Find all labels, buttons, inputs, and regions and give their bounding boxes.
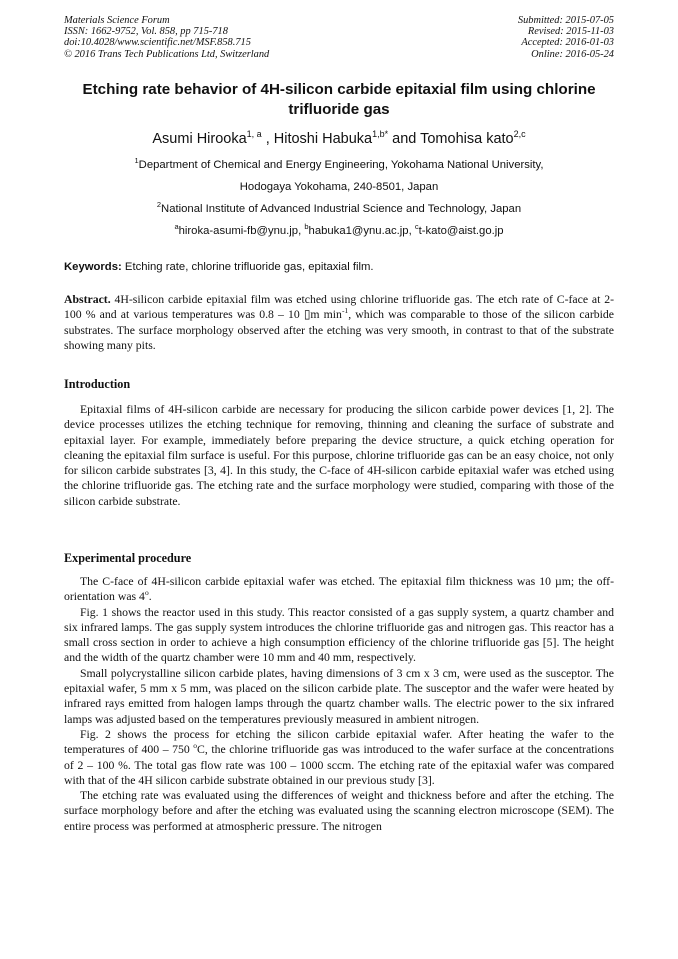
author-name: Tomohisa kato	[420, 131, 514, 147]
keywords-text: Etching rate, chlorine trifluoride gas, epitaxial film.	[124, 261, 374, 273]
doi-line[interactable]: doi:10.4028/www.scientific.net/MSF.858.715	[64, 37, 251, 49]
issn-line: ISSN: 1662-9752, Vol. 858, pp 715-718	[64, 26, 228, 38]
paper-title: Etching rate behavior of 4H-silicon carbide epitaxial film using chlorine trifluoride gas	[82, 81, 596, 118]
accepted-date: Accepted: 2016-01-03	[521, 37, 614, 49]
affiliation-1-address: Hodogaya Yokohama, 240-8501, Japan	[239, 181, 439, 193]
author-affil-sup: 1, a	[246, 129, 262, 139]
submitted-date: Submitted: 2015-07-05	[517, 15, 614, 26]
author-name: Hitoshi Habuka	[273, 131, 373, 147]
journal-info	[64, 15, 269, 60]
keywords-label: Keywords:	[64, 261, 122, 273]
online-date: Online: 2016-05-24	[531, 48, 614, 60]
abstract-label: Abstract.	[64, 293, 111, 306]
affiliation-1: $^1$Department of Chemical and Energy Engineering, Yokohama National University,	[134, 156, 544, 171]
paragraph: Small polycrystalline silicon carbide plates, having dimensions of 3 cm x 3 cm, were used as the susceptor. The epitaxial wafer, 5 mm x 5 mm, was placed on the silicon carbide plate. The susceptor and the wafer were heated by infrared rays emitted from halogen lamps through the quartz chamber walls. The electric power to the six infrared lamps was adjusted based on the temperatures previously measured in ambient nitrogen.	[64, 666, 614, 726]
section-heading-experimental: Experimental procedure	[64, 551, 192, 565]
copyright-line: © 2016 Trans Tech Publications Ltd, Switzerland	[64, 48, 270, 60]
author-affil-sup: 2,c	[513, 129, 526, 139]
journal-name: Materials Science Forum	[64, 15, 170, 26]
paragraph: Fig. 1 shows the reactor used in this study. This reactor consisted of a gas supply system, a quartz chamber and six infrared lamps. The gas supply system introduces the chlorine trifluoride gas and nitrogen gas. This reactor has a small cross section in order to achieve a high consumption efficiency of the chlorine trifluoride gas [5]. The height and the width of the quartz chamber were 10 mm and 40 mm, respectively.	[64, 605, 614, 665]
experimental-body	[64, 574, 614, 834]
email-link[interactable]: t-kato@aist.go.jp	[418, 225, 504, 237]
keywords	[64, 261, 374, 273]
paragraph: The etching rate was evaluated using the differences of weight and thickness before and after the etching. The surface morphology before and after the etching was evaluated using the scanning electron microscope (SEM). The entire process was performed at atmospheric pressure. The nitrogen	[64, 789, 614, 833]
introduction-body	[64, 402, 614, 509]
author-affil-sup: 1,b*	[372, 129, 389, 139]
email-line: $^a$hiroka-asumi-fb@ynu.jp, $^b$habuka1@ynu.ac.jp, $^c$t-kato@aist.go.jp	[174, 222, 504, 237]
revised-date: Revised: 2015-11-03	[527, 26, 614, 38]
abstract: Abstract. 4H-silicon carbide epitaxial film was etched using chlorine trifluoride gas. The etch rate of C-face at 2-100 % and at various temperatures was 0.8 – 10 ▯m $\min^{-1}$, which was comparable to those of the silicon carbide substrates. The surface morphology observed after the etching was very smooth, in contrast to that of the substrate showing many pits.	[64, 293, 615, 352]
affiliation-2: $^2$National Institute of Advanced Industrial Science and Technology, Japan	[156, 200, 522, 215]
section-heading-introduction: Introduction	[64, 377, 131, 391]
paragraph: Fig. 2 shows the process for etching the silicon carbide epitaxial wafer. After heating the wafer to the temperatures of 400 – 750 $^o$C, the chlorine trifluoride gas was introduced to the wafer surface at the concentrations of 2 – 100 %. The total gas flow rate was 100 – 1000 sccm. The etching rate of the epitaxial wafer was compared with that of the 4H silicon carbide substrate obtained in our previous study [3].	[64, 727, 615, 787]
author-name: Asumi Hirooka	[152, 131, 247, 147]
author-list: Asumi Hirooka$^{1, a}$ , Hitoshi Habuka$^{1,b*}$ and Tomohisa kato$^{2,c}$	[152, 129, 526, 147]
paragraph: Epitaxial films of 4H-silicon carbide are necessary for producing the silicon carbide power devices [1, 2]. The device processes utilizes the etching technique for removing, thinning and cleaning the surface of substrate and epitaxial layer. For example, immediately before preparing the device structure, a quick etching operation for cleaning the epitaxial film surface is useful. For this purpose, chlorine trifluoride gas can be an easy choice, not only for silicon carbide substrates [3, 4]. In this study, the C-face of 4H-silicon carbide epitaxial wafer was etched using the chlorine trifluoride gas. The etching rate and the surface morphology were studied, comparing with those of the silicon carbide substrate.	[64, 403, 614, 508]
email-link[interactable]: hiroka-asumi-fb@ynu.jp	[178, 225, 299, 237]
dates-info	[518, 15, 614, 60]
email-link[interactable]: habuka1@ynu.ac.jp	[308, 225, 409, 237]
paragraph: The C-face of 4H-silicon carbide epitaxial wafer was etched. The epitaxial film thickness was 10 µm; the off-orientation was 4$^o$.	[64, 575, 614, 604]
